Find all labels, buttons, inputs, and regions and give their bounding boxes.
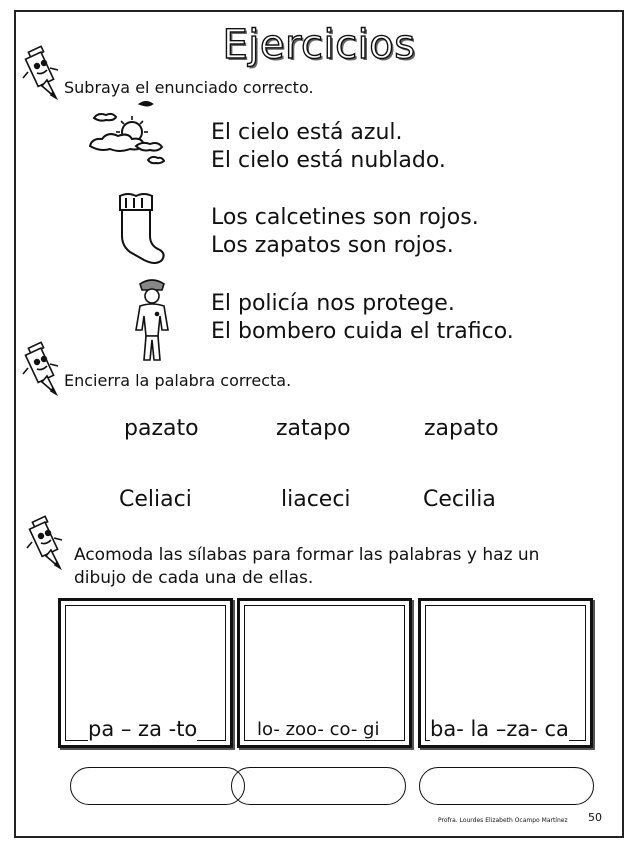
answer-field[interactable] xyxy=(231,767,406,805)
pencil-mascot-icon xyxy=(20,338,66,402)
page-title: Ejercicios xyxy=(222,22,416,68)
sock-icon xyxy=(108,188,170,264)
option-shoes-red[interactable]: Los zapatos son rojos. xyxy=(211,233,454,258)
word-option[interactable]: Celiaci xyxy=(119,487,192,512)
syllables-label: lo- zoo- co- gi xyxy=(257,719,380,740)
answer-field[interactable] xyxy=(419,767,594,805)
sun-clouds-icon xyxy=(88,98,168,170)
author-credit: Profra. Lourdes Elizabeth Ocampo Martínez xyxy=(438,817,568,824)
instruction-syllables-line2: dibujo de cada una de ellas. xyxy=(74,568,314,588)
word-option[interactable]: zapato xyxy=(424,416,499,441)
syllables-label: pa – za -to xyxy=(88,717,198,741)
word-option[interactable]: pazato xyxy=(124,416,199,441)
instruction-syllables-line1: Acomoda las sílabas para formar las palabras y haz un xyxy=(74,545,540,565)
word-option[interactable]: liaceci xyxy=(281,487,351,512)
instruction-circle: Encierra la palabra correcta. xyxy=(64,371,292,390)
pencil-mascot-icon xyxy=(24,512,70,576)
answer-field[interactable] xyxy=(70,767,245,805)
option-sky-cloudy[interactable]: El cielo está nublado. xyxy=(211,148,446,173)
option-firefighter-traffic[interactable]: El bombero cuida el trafico. xyxy=(211,319,514,344)
word-option[interactable]: Cecilia xyxy=(423,487,496,512)
syllables-label: ba- la –za- ca xyxy=(430,717,569,741)
police-officer-icon xyxy=(132,276,172,362)
option-sky-blue[interactable]: El cielo está azul. xyxy=(211,120,403,145)
pencil-mascot-icon xyxy=(20,42,66,106)
option-police-protect[interactable]: El policía nos protege. xyxy=(211,291,455,316)
instruction-underline: Subraya el enunciado correcto. xyxy=(64,78,314,97)
page-number: 50 xyxy=(588,811,602,824)
option-socks-red[interactable]: Los calcetines son rojos. xyxy=(211,205,479,230)
word-option[interactable]: zatapo xyxy=(276,416,351,441)
